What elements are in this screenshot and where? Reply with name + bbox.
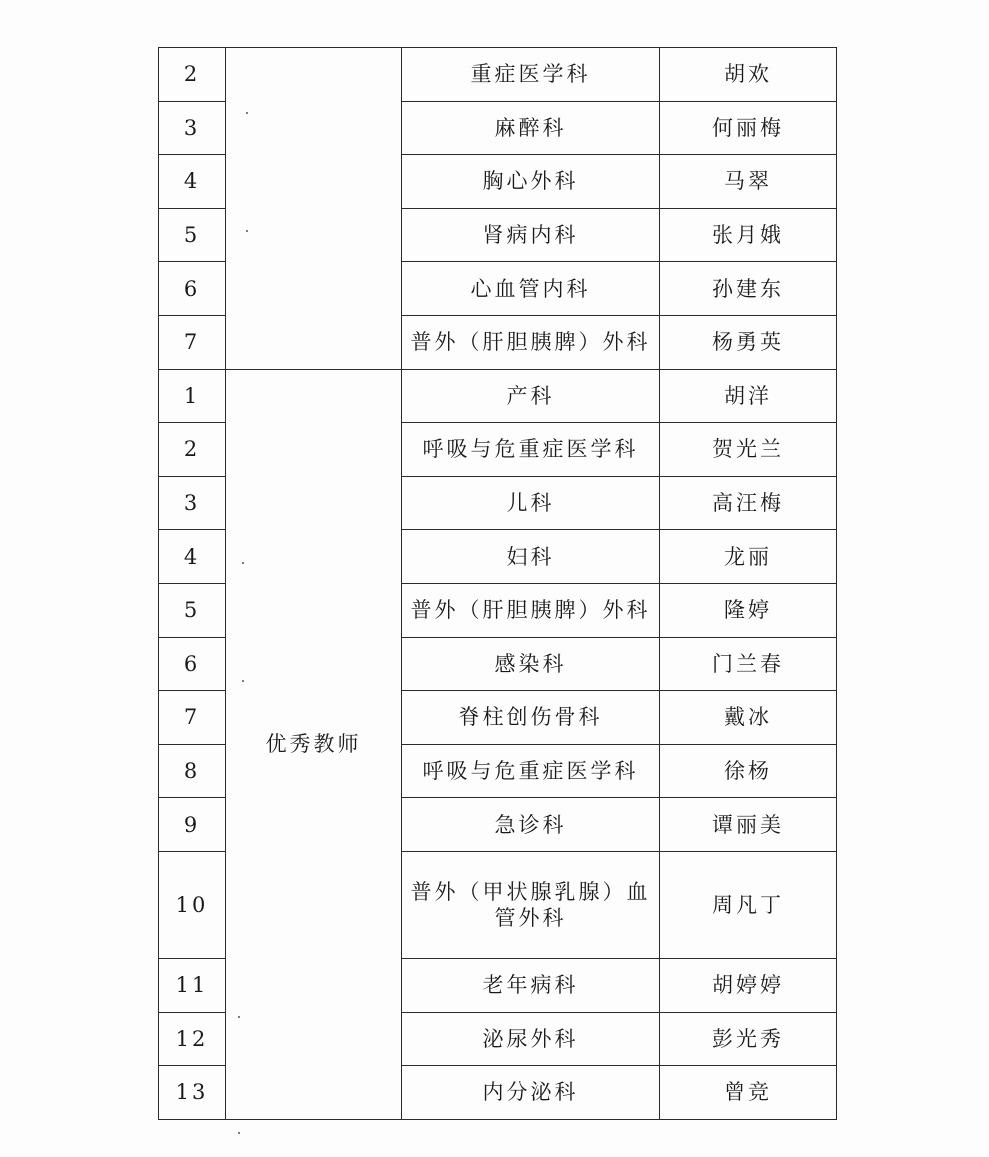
- row-number-cell: 11: [159, 958, 226, 1012]
- department-cell: 麻醉科: [402, 101, 660, 155]
- row-number-cell: 5: [159, 583, 226, 637]
- table-row: [159, 369, 837, 423]
- department-cell: 妇科: [402, 530, 660, 584]
- row-number-cell: 10: [159, 851, 226, 958]
- row-number-cell: 12: [159, 1012, 226, 1066]
- person-name-cell: 龙丽: [660, 530, 837, 584]
- department-cell: 泌尿外科: [402, 1012, 660, 1066]
- roster-table-body: [159, 48, 837, 1120]
- row-number-cell: 8: [159, 744, 226, 798]
- row-number-cell: 7: [159, 315, 226, 369]
- department-cell: 重症医学科: [402, 48, 660, 102]
- person-name-cell: 曾竞: [660, 1066, 837, 1120]
- row-number-cell: 3: [159, 476, 226, 530]
- person-name-cell: 马翠: [660, 155, 837, 209]
- department-cell: 肾病内科: [402, 208, 660, 262]
- department-cell: 内分泌科: [402, 1066, 660, 1120]
- department-cell: 脊柱创伤骨科: [402, 691, 660, 745]
- row-number-cell: 4: [159, 155, 226, 209]
- scan-speck: [238, 1016, 240, 1018]
- person-name-cell: 戴冰: [660, 691, 837, 745]
- person-name-cell: 胡洋: [660, 369, 837, 423]
- department-cell: 感染科: [402, 637, 660, 691]
- department-cell: 心血管内科: [402, 262, 660, 316]
- department-cell: 普外（肝胆胰脾）外科: [402, 315, 660, 369]
- department-cell: 呼吸与危重症医学科: [402, 423, 660, 477]
- person-name-cell: 张月娥: [660, 208, 837, 262]
- department-cell: 老年病科: [402, 958, 660, 1012]
- person-name-cell: 谭丽美: [660, 798, 837, 852]
- row-number-cell: 6: [159, 637, 226, 691]
- row-number-cell: 7: [159, 691, 226, 745]
- person-name-cell: 高汪梅: [660, 476, 837, 530]
- department-cell: 胸心外科: [402, 155, 660, 209]
- scan-speck: [246, 230, 248, 232]
- department-cell: 普外（甲状腺乳腺）血管外科: [402, 851, 660, 958]
- row-number-cell: 2: [159, 423, 226, 477]
- scan-speck: [238, 1132, 240, 1134]
- scan-speck: [242, 680, 244, 682]
- row-number-cell: 5: [159, 208, 226, 262]
- person-name-cell: 孙建东: [660, 262, 837, 316]
- department-cell: 呼吸与危重症医学科: [402, 744, 660, 798]
- person-name-cell: 周凡丁: [660, 851, 837, 958]
- person-name-cell: 彭光秀: [660, 1012, 837, 1066]
- person-name-cell: 徐杨: [660, 744, 837, 798]
- award-roster-table: [158, 47, 837, 1120]
- row-number-cell: 1: [159, 369, 226, 423]
- person-name-cell: 胡婷婷: [660, 958, 837, 1012]
- person-name-cell: 门兰春: [660, 637, 837, 691]
- row-number-cell: 3: [159, 101, 226, 155]
- person-name-cell: 隆婷: [660, 583, 837, 637]
- person-name-cell: 贺光兰: [660, 423, 837, 477]
- department-cell: 普外（肝胆胰脾）外科: [402, 583, 660, 637]
- scan-speck: [242, 562, 244, 564]
- person-name-cell: 何丽梅: [660, 101, 837, 155]
- scan-speck: [246, 112, 248, 114]
- row-number-cell: 4: [159, 530, 226, 584]
- department-cell: 儿科: [402, 476, 660, 530]
- person-name-cell: 胡欢: [660, 48, 837, 102]
- table-row: [159, 48, 837, 102]
- department-cell: 产科: [402, 369, 660, 423]
- award-category-cell: 优秀教师: [226, 369, 402, 1119]
- row-number-cell: 6: [159, 262, 226, 316]
- person-name-cell: 杨勇英: [660, 315, 837, 369]
- department-cell: 急诊科: [402, 798, 660, 852]
- row-number-cell: 13: [159, 1066, 226, 1120]
- award-category-cell: [226, 48, 402, 370]
- row-number-cell: 9: [159, 798, 226, 852]
- row-number-cell: 2: [159, 48, 226, 102]
